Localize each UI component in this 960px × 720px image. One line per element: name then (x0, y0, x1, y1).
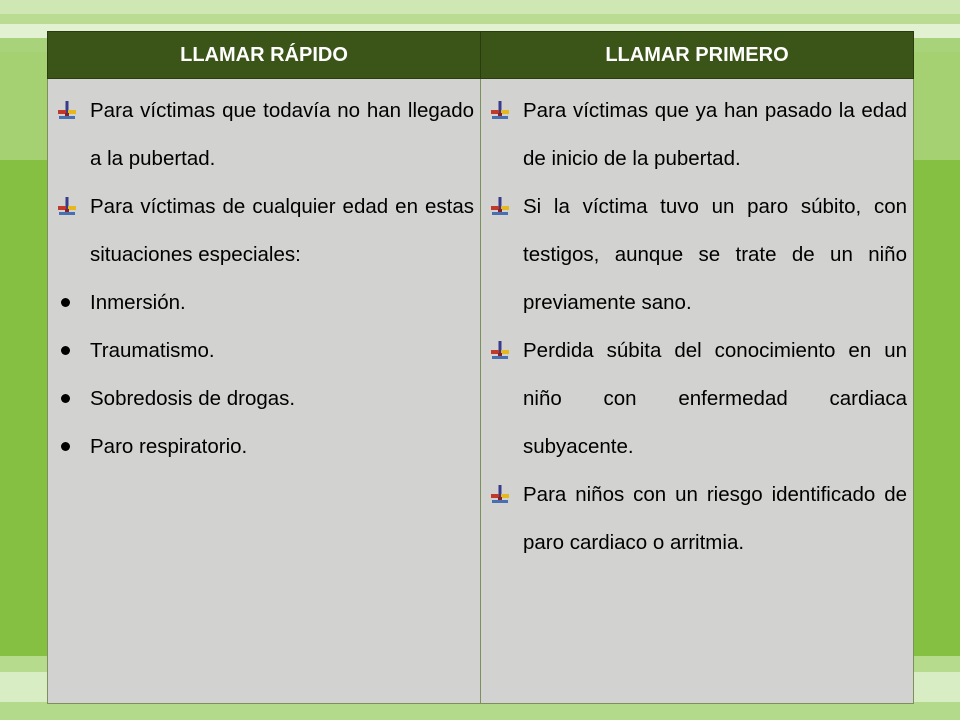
left-column-list (48, 79, 480, 471)
list-item (489, 471, 907, 567)
header-llamar-primero: LLAMAR PRIMERO (481, 32, 914, 79)
dot-bullet-icon (60, 393, 71, 404)
list-item (489, 183, 907, 327)
list-item-text: Traumatismo. (90, 339, 215, 362)
arrow-bullet-icon (491, 197, 509, 217)
background-stripe (0, 14, 960, 24)
arrow-bullet-icon (58, 101, 76, 121)
list-item (489, 327, 907, 471)
background-stripe (0, 0, 960, 14)
list-item (56, 279, 474, 327)
list-item-text: Para víctimas de cualquier edad en estas situaciones especiales: (90, 195, 474, 266)
background-stripe (0, 702, 960, 720)
list-item-text: Para víctimas que ya han pasado la edad de inicio de la pubertad. (523, 99, 907, 170)
arrow-bullet-icon (58, 197, 76, 217)
list-item-text: Sobredosis de drogas. (90, 387, 296, 410)
dot-bullet-icon (60, 441, 71, 452)
list-item (56, 183, 474, 279)
list-item (56, 423, 474, 471)
list-item (56, 327, 474, 375)
list-item-text: Si la víctima tuvo un paro súbito, con testigos, aunque se trate de un niño previamente sano. (523, 195, 907, 314)
list-item-text: Paro respiratorio. (90, 435, 248, 458)
dot-bullet-icon (60, 297, 71, 308)
comparison-table (47, 31, 914, 704)
list-item-text: Inmersión. (90, 291, 186, 314)
content-row (48, 79, 914, 704)
header-llamar-rapido: LLAMAR RÁPIDO (48, 32, 481, 79)
left-cell (48, 79, 481, 704)
right-cell (481, 79, 914, 704)
header-row (48, 32, 914, 79)
list-item-text: Para niños con un riesgo identificado de paro cardiaco o arritmia. (523, 483, 907, 554)
arrow-bullet-icon (491, 101, 509, 121)
list-item-text: Para víctimas que todavía no han llegado a la pubertad. (90, 99, 474, 170)
dot-bullet-icon (60, 345, 71, 356)
list-item (56, 375, 474, 423)
right-column-list (481, 79, 913, 567)
list-item (56, 87, 474, 183)
list-item (489, 87, 907, 183)
arrow-bullet-icon (491, 485, 509, 505)
list-item-text: Perdida súbita del conocimiento en un niño con enfermedad cardiaca subyacente. (523, 339, 907, 458)
arrow-bullet-icon (491, 341, 509, 361)
